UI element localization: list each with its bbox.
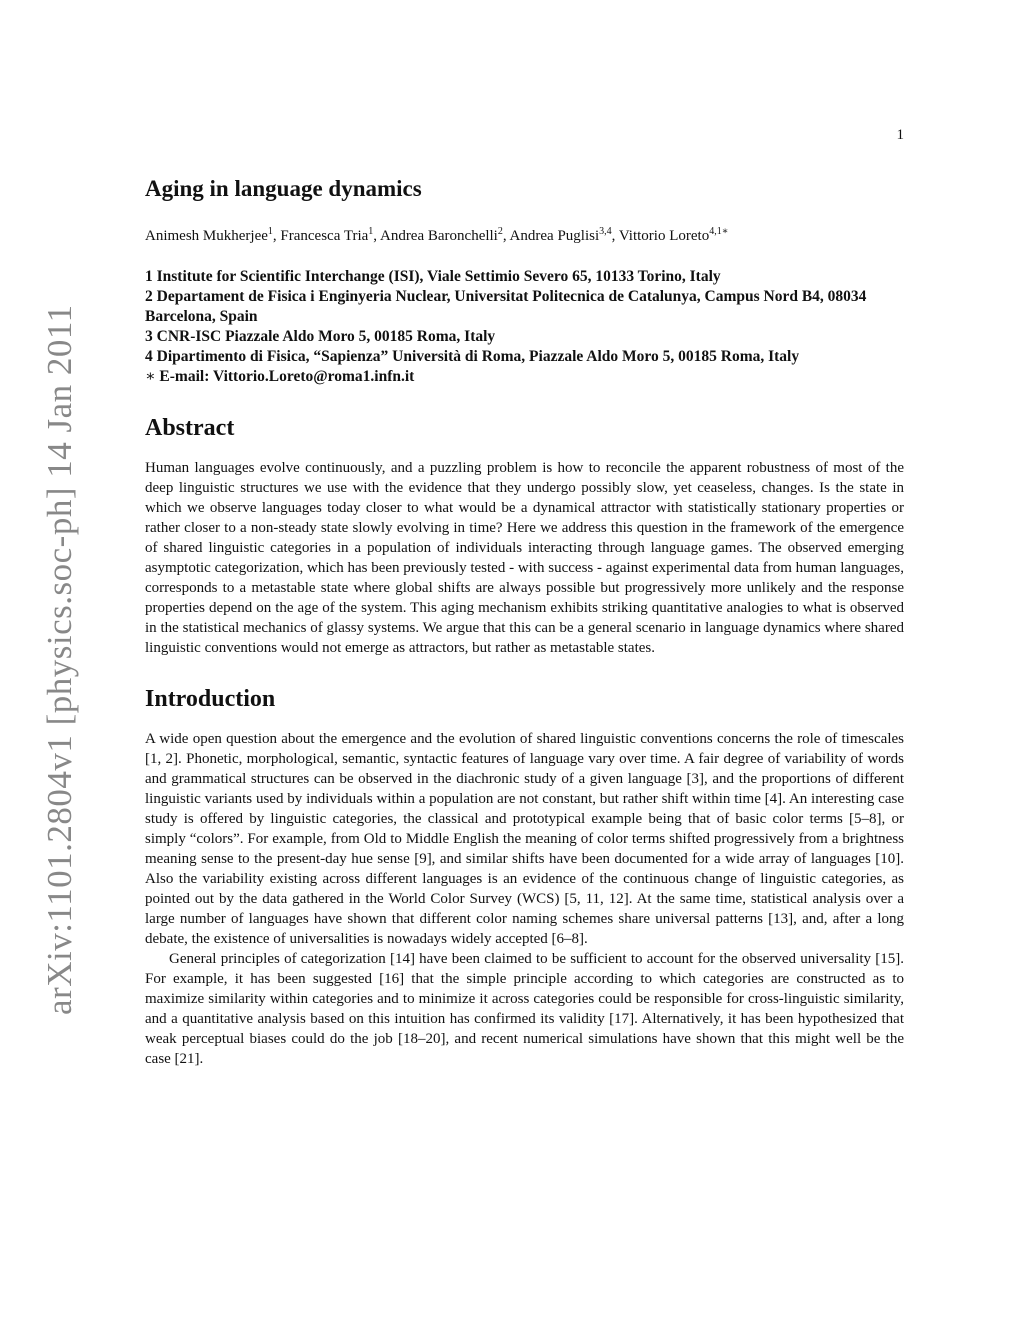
corresponding-email[interactable]: ∗ E-mail: Vittorio.Loreto@roma1.infn.it bbox=[145, 368, 415, 385]
affiliation: 2 Departament de Fisica i Enginyeria Nuclear, Universitat Politecnica de Catalunya, Campus Nord B4, 08034 Barcelona, Spain bbox=[145, 288, 867, 325]
arxiv-identifier-stamp: arXiv:1101.2804v1 [physics.soc-ph] 14 Jan 2011 bbox=[40, 304, 79, 1015]
introduction-heading: Introduction bbox=[145, 686, 276, 712]
author: Animesh Mukherjee$^1$, bbox=[145, 226, 281, 244]
author: Vittorio Loreto$^{4,1∗}$ bbox=[618, 226, 729, 244]
author: Andrea Baronchelli$^2$, bbox=[379, 226, 510, 244]
affiliation: 3 CNR-ISC Piazzale Aldo Moro 5, 00185 Roma, Italy bbox=[145, 328, 496, 345]
author: Francesca Tria$^1$, bbox=[280, 226, 380, 244]
introduction-paragraph-2: General principles of categorization [14] have been claimed to be sufficient to account for the observed universality [15]. For example, it has been suggested [16] that the simple principle according to which categories are constructed as to maximize similarity within categories and to minimize it across categories could be responsible for cross-linguistic similarity, and a quantitative analysis based on this intuition has confirmed its validity [17]. Alternatively, it has been hypothesized that weak perceptual biases could do the job [18–20], and recent numerical simulations have shown that this might well be the case [21]. bbox=[145, 951, 904, 1067]
affiliation: 1 Institute for Scientific Interchange (ISI), Viale Settimio Severo 65, 10133 Torino, Italy bbox=[145, 268, 721, 285]
abstract-text: Human languages evolve continuously, and a puzzling problem is how to reconcile the apparent robustness of most of the deep linguistic structures we use with the evidence that they undergo possibly slow, yet ceaseless, changes. Is the state in which we observe languages today closer to what would be a dynamical attractor with statistically stationary properties or rather closer to a non-steady state slowly evolving in time? Here we address this question in the framework of the emergence of shared linguistic categories in a population of individuals interacting through language games. The observed emerging asymptotic categorization, which has been previously tested - with success - against experimental data from human languages, corresponds to a metastable state where global shifts are always possible but progressively more unlikely and the response properties depend on the age of the system. This aging mechanism exhibits striking quantitative analogies to what is observed in the statistical mechanics of glassy systems. We argue that this can be a general scenario in language dynamics where shared linguistic conventions would not emerge as attractors, but rather as metastable states. bbox=[145, 460, 904, 656]
affiliation-list bbox=[145, 267, 904, 387]
author-list bbox=[145, 226, 904, 245]
paper-title: Aging in language dynamics bbox=[145, 176, 422, 201]
paper-content bbox=[145, 176, 904, 1069]
introduction-paragraph-1: A wide open question about the emergence and the evolution of shared linguistic conventions concerns the role of timescales [1, 2]. Phonetic, morphological, semantic, syntactic features of language vary over time. A fair degree of variability of words and grammatical structures can be observed in the diachronic study of a given language [3], and the proportions of different linguistic variants used by individuals within a population are not constant, but rather shift within time [4]. An interesting case study is offered by linguistic categories, the classical and prototypical example being that of basic color terms [5–8], or simply “colors”. For example, from Old to Middle English the meaning of color terms shifted progressively from a brightness meaning sense to the present-day hue sense [9], and similar shifts have been documented for a wide array of languages [10]. Also the variability existing across different languages is an evidence of the continuous change of linguistic categories, as pointed out by the data gathered in the World Color Survey (WCS) [5, 11, 12]. At the same time, statistical analysis over a large number of languages have shown that different color naming schemes share universal patterns [13], and, after a long debate, the existence of universalities is nowadays widely accepted [6–8]. bbox=[145, 731, 904, 947]
author: Andrea Puglisi$^{3,4}$, bbox=[509, 226, 619, 244]
page-number: 1 bbox=[896, 127, 904, 143]
affiliation: 4 Dipartimento di Fisica, “Sapienza” Università di Roma, Piazzale Aldo Moro 5, 00185 Roma, Italy bbox=[145, 348, 800, 365]
abstract-heading: Abstract bbox=[145, 415, 235, 441]
